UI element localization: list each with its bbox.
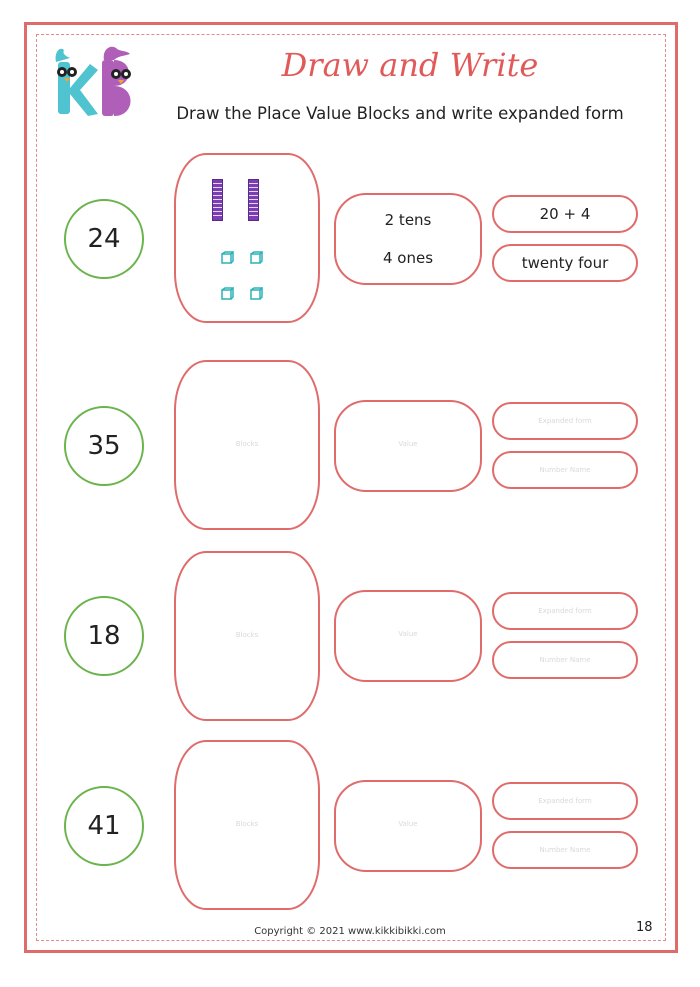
copyright-text: Copyright © 2021 www.kikkibikki.com — [254, 926, 446, 937]
ones-cube-icon — [221, 287, 234, 300]
place-value-box[interactable] — [334, 590, 482, 682]
place-value-box[interactable] — [334, 193, 482, 285]
blocks-drawing-area[interactable] — [174, 740, 320, 910]
tens-rod-icon — [212, 179, 223, 221]
number-name-field[interactable]: Number Name — [492, 641, 638, 679]
value-hint: Value — [398, 440, 418, 448]
number-name-field[interactable]: Number Name — [492, 451, 638, 489]
expanded-form-field[interactable]: Expanded form — [492, 782, 638, 820]
tens-text: 2 tens — [384, 211, 432, 229]
number-circle: 18 — [64, 596, 144, 676]
ones-cube-icon — [250, 287, 263, 300]
blocks-drawing-area[interactable] — [174, 153, 320, 323]
blocks-hint: Blocks — [235, 440, 259, 448]
ones-cube-icon — [221, 251, 234, 264]
expanded-form-field[interactable]: 20 + 4 — [492, 195, 638, 233]
tens-rod-icon — [248, 179, 259, 221]
ones-cube-icon — [250, 251, 263, 264]
page-number: 18 — [636, 920, 653, 935]
expanded-form-field[interactable]: Expanded form — [492, 592, 638, 630]
blocks-drawing-area[interactable] — [174, 551, 320, 721]
blocks-hint: Blocks — [235, 631, 259, 639]
number-circle: 41 — [64, 786, 144, 866]
blocks-hint: Blocks — [235, 820, 259, 828]
number-name-field[interactable]: Number Name — [492, 831, 638, 869]
number-circle: 24 — [64, 199, 144, 279]
page-title: Draw and Write — [281, 46, 539, 84]
instructions: Draw the Place Value Blocks and write expanded form — [176, 104, 624, 123]
blocks-drawing-area[interactable] — [174, 360, 320, 530]
place-value-box[interactable] — [334, 780, 482, 872]
expanded-form-field[interactable]: Expanded form — [492, 402, 638, 440]
place-value-box[interactable] — [334, 400, 482, 492]
value-hint: Value — [398, 820, 418, 828]
ones-text: 4 ones — [382, 249, 434, 267]
number-name-field[interactable]: twenty four — [492, 244, 638, 282]
value-hint: Value — [398, 630, 418, 638]
kb-logo — [50, 44, 140, 124]
number-circle: 35 — [64, 406, 144, 486]
